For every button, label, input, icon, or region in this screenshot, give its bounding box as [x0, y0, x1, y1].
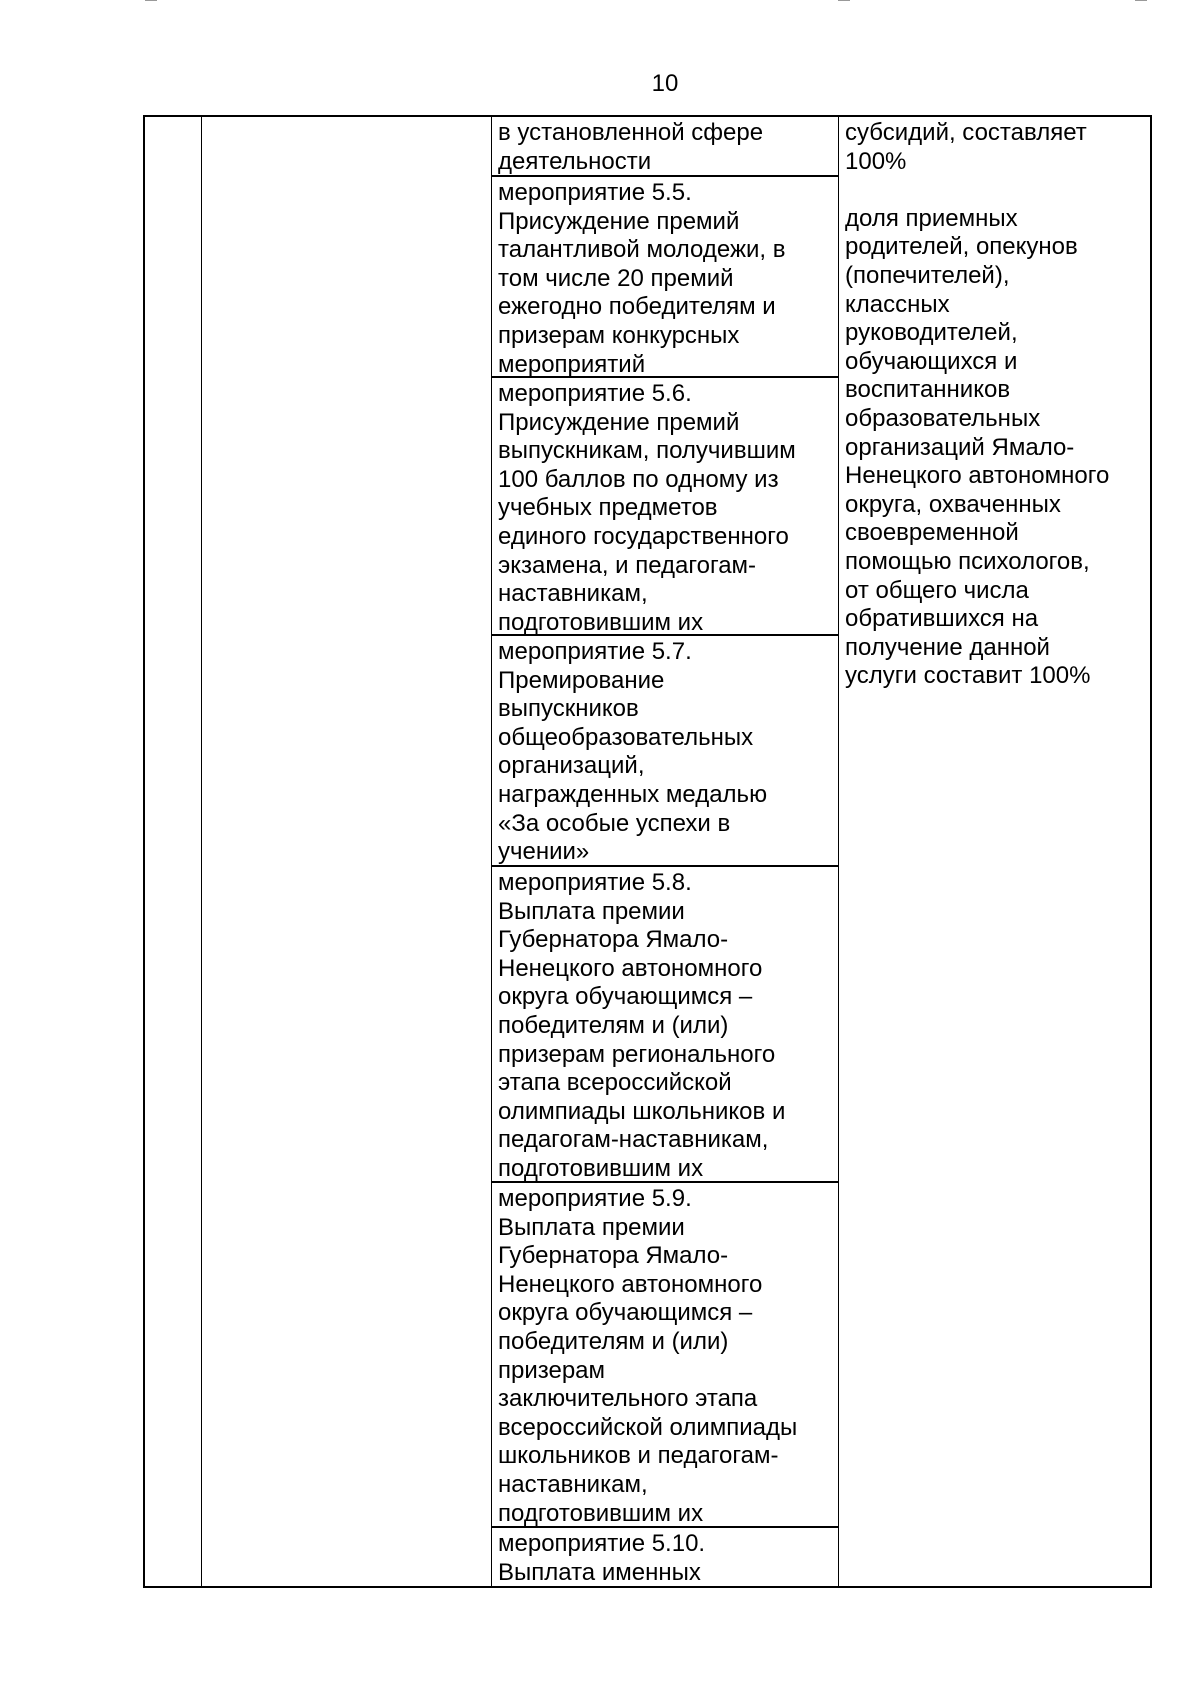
activity-cell-5-10 [492, 1528, 838, 1586]
activity-cell-5-9 [492, 1183, 838, 1528]
text-line: Ненецкого автономного [498, 1270, 763, 1298]
text-line: Выплата премии [498, 1213, 685, 1241]
text-line: ежегодно победителям и [498, 293, 776, 321]
text-line: этапа всероссийской [498, 1069, 732, 1097]
text-line: том числе 20 премий [498, 264, 734, 292]
edge-mark-right [1135, 0, 1147, 5]
text-line: подготовившим их [498, 1499, 704, 1527]
text-line: наставникам, [498, 580, 648, 608]
text-line: мероприятий [498, 350, 646, 378]
indicator-main-text [845, 205, 1152, 691]
text-line: классных [845, 290, 950, 318]
text-line: Выплата именных [498, 1558, 701, 1586]
text-line: экзамена, и педагогам- [498, 551, 757, 579]
text-line: Премирование [498, 666, 665, 694]
text-line: учении» [498, 838, 590, 866]
text-line: мероприятие 5.9. [498, 1185, 692, 1212]
text-line: всероссийской олимпиады [498, 1413, 798, 1441]
text-line: округа обучающимся – [498, 983, 753, 1011]
text-line: победителям и (или) [498, 1327, 729, 1355]
text-line: школьников и педагогам- [498, 1442, 779, 1470]
activity-cell-continuation [492, 117, 838, 177]
text-line: мероприятие 5.7. [498, 638, 692, 665]
text-line: Присуждение премий [498, 207, 740, 235]
text-line: своевременной [845, 519, 1019, 547]
text-line: педагогам-наставникам, [498, 1126, 769, 1154]
text-line: мероприятие 5.6. [498, 380, 692, 407]
text-line: образовательных [845, 404, 1041, 432]
indicators-column [839, 117, 1152, 1586]
text-line: организаций, [498, 752, 645, 780]
text-line: округа обучающимся – [498, 1299, 753, 1327]
text-line: округа, охваченных [845, 490, 1061, 518]
text-line: «За особые успехи в [498, 809, 731, 837]
text-line: общеобразовательных [498, 723, 754, 751]
text-line: единого государственного [498, 522, 789, 550]
edge-mark-middle [838, 0, 850, 5]
edge-mark-left [145, 0, 157, 5]
text-line: призерам конкурсных [498, 321, 740, 349]
program-table [143, 115, 1152, 1588]
text-line: победителям и (или) [498, 1011, 729, 1039]
text-line: 100% [845, 147, 907, 175]
text-line: услуги составит 100% [845, 662, 1091, 690]
text-line: помощью психологов, [845, 547, 1090, 575]
text-line: Ненецкого автономного [845, 462, 1110, 490]
text-line: 100 баллов по одному из [498, 465, 779, 493]
text-line: Ненецкого автономного [498, 954, 763, 982]
text-line: мероприятие 5.5. [498, 179, 692, 206]
text-line: мероприятие 5.8. [498, 869, 692, 896]
text-line: получение данной [845, 633, 1050, 661]
text-line: организаций Ямало- [845, 433, 1075, 461]
text-line: учебных предметов [498, 494, 718, 522]
text-line: воспитанников [845, 376, 1011, 404]
text-line: Присуждение премий [498, 408, 740, 436]
text-line: подготовившим их [498, 608, 704, 636]
text-line: призерам [498, 1356, 606, 1384]
text-line: (попечителей), [845, 261, 1010, 289]
indicator-top-text [845, 119, 1152, 176]
activities-column [492, 117, 838, 1586]
text-line: наставникам, [498, 1470, 648, 1498]
text-line: подготовившим их [498, 1154, 704, 1182]
text-line: родителей, опекунов [845, 233, 1078, 261]
text-line: награжденных медалью [498, 780, 768, 808]
activity-cell-5-8 [492, 867, 838, 1183]
text-line: в установленной сфере [498, 119, 764, 146]
text-line: заключительного этапа [498, 1385, 758, 1413]
text-line: руководителей, [845, 319, 1018, 347]
page-number: 10 [651, 70, 679, 97]
indicator-gap [845, 176, 1152, 205]
text-line: от общего числа [845, 576, 1029, 604]
text-line: деятельности [498, 147, 652, 175]
text-line: доля приемных [845, 204, 1018, 232]
text-line: Губернатора Ямало- [498, 1242, 729, 1270]
text-line: мероприятие 5.10. [498, 1530, 706, 1557]
text-line: обучающихся и [845, 347, 1018, 375]
text-line: выпускников [498, 695, 639, 723]
activity-cell-5-5 [492, 177, 838, 378]
text-line: субсидий, составляет [845, 119, 1087, 146]
text-line: Выплата премии [498, 897, 685, 925]
text-line: обратившихся на [845, 605, 1039, 633]
activity-cell-5-6 [492, 378, 838, 636]
text-line: талантливой молодежи, в [498, 236, 786, 264]
column-divider-1 [201, 117, 202, 1586]
text-line: выпускникам, получившим [498, 437, 796, 465]
text-line: Губернатора Ямало- [498, 926, 729, 954]
activity-cell-5-7 [492, 636, 838, 867]
text-line: олимпиады школьников и [498, 1097, 786, 1125]
text-line: призерам регионального [498, 1040, 776, 1068]
